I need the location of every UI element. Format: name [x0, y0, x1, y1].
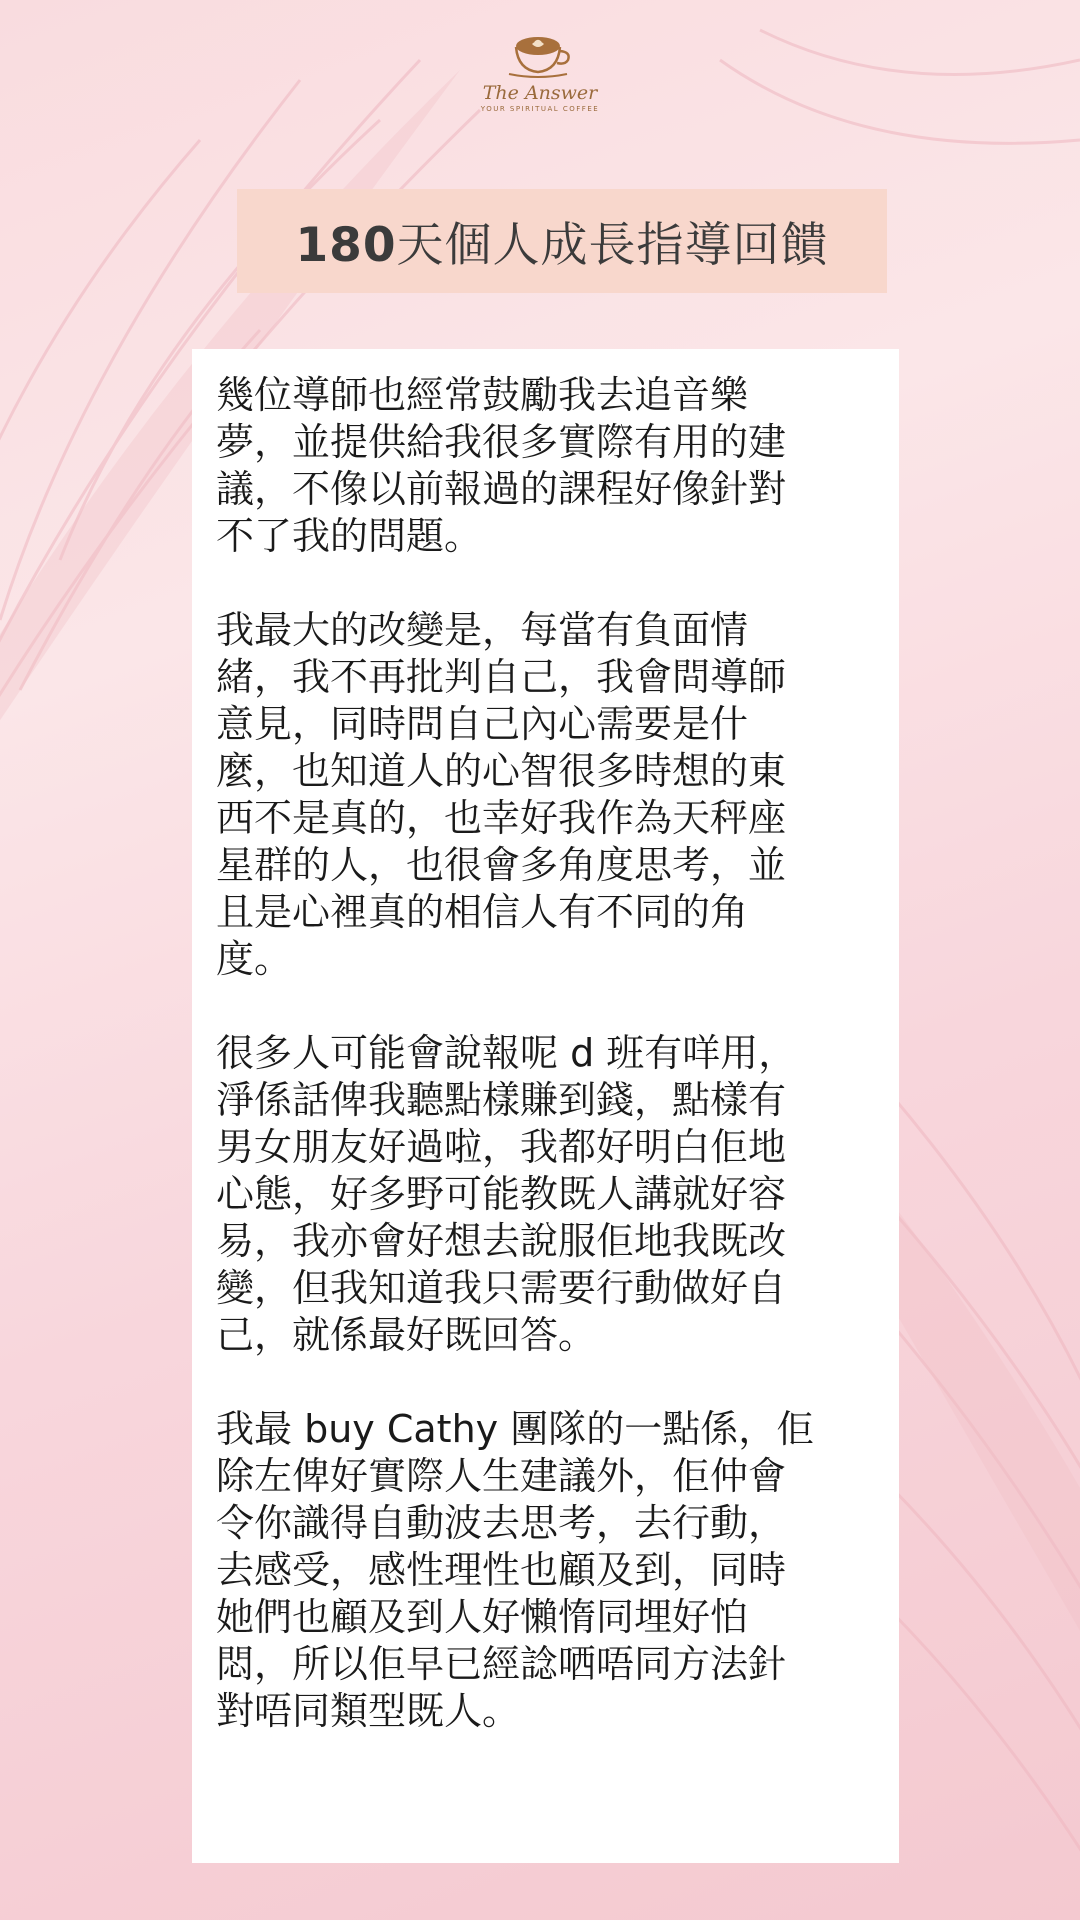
brand-logo [0, 28, 1080, 113]
brand-tagline: YOUR SPIRITUAL COFFEE [480, 105, 600, 113]
feedback-paragraph-4: 我最 buy Cathy 團隊的一點係，佢 除左俾好實際人生建議外，佢仲會 令你識得自動波去思考，去行動， 去感受，感性理性也顧及到，同時 她們也顧及到人好懶惰同埋好怕 悶，所以佢早已經諗哂唔同方法針 對唔同類型既人。 [216, 1407, 815, 1733]
feedback-paragraph-3: 很多人可能會說報呢 d 班有咩用， 淨係話俾我聽點樣賺到錢，點樣有 男女朋友好過啦，我都好明白佢地 心態，好多野可能教既人講就好容 易，我亦會好想去說服佢地我既改 變，但我知道我只需要行動做好自 己，就係最好既回答。 [216, 1031, 797, 1357]
page-title [295, 208, 828, 275]
brand-name: The Answer [482, 82, 598, 104]
feedback-paragraph-1: 幾位導師也經常鼓勵我去追音樂 夢，並提供給我很多實際有用的建 議，不像以前報過的課程好像針對 不了我的問題。 [216, 373, 787, 558]
title-number: 180 [295, 217, 397, 273]
coffee-cup-icon [505, 28, 575, 80]
feedback-paragraph-2: 我最大的改變是，每當有負面情 緒，我不再批判自己，我會問導師 意見，同時問自己內心需要是什 麼，也知道人的心智很多時想的東 西不是真的，也幸好我作為天秤座 星群的人，也很會多角度思考，並 且是心裡真的相信人有不同的角 度。 [216, 608, 787, 981]
title-banner [237, 189, 887, 293]
feedback-card [192, 349, 899, 1863]
title-label: 天個人成長指導回饋 [396, 217, 829, 273]
